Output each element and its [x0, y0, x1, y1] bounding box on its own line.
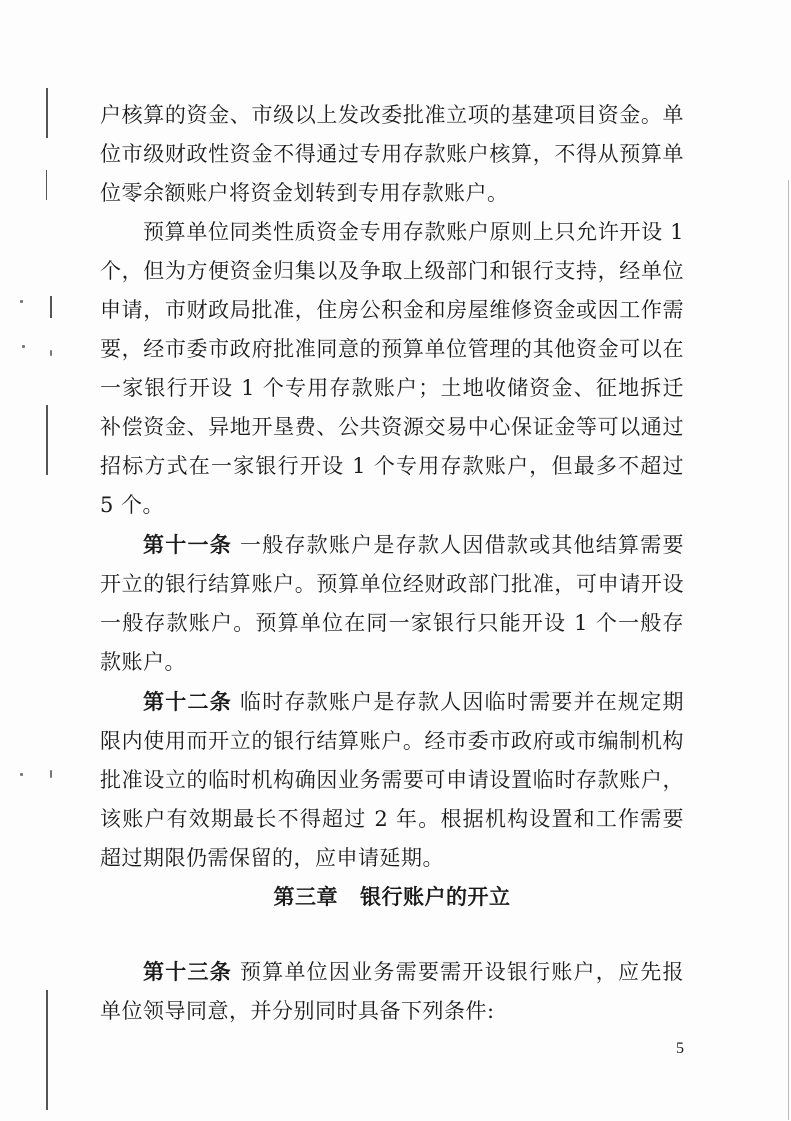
page-number: 5 — [676, 1040, 684, 1057]
chapter-number: 第三章 — [273, 885, 338, 909]
scan-speck — [50, 350, 52, 356]
article-13 — [100, 952, 684, 1031]
scan-edge — [788, 180, 789, 1120]
binding-mark — [50, 296, 52, 318]
paragraph: 户核算的资金、市级以上发改委批准立项的基建项目资金。单位市级财政性资金不得通过专用存款账户核算，不得从预算单位零余额账户将资金划转到专用存款账户。 — [100, 103, 684, 205]
article-text: 临时存款账户是存款人因临时需要并在规定期限内使用而开立的银行结算账户。经市委市政府或市编制机构批准设立的临时机构确因业务需要可申请设置临时存款账户，该账户有效期最长不得超过 2 年。根据机构设置和工作需要超过期限仍需保留的，应申请延期。 — [100, 690, 685, 870]
article-text: 一般存款账户是存款人因借款或其他结算需要开立的银行结算账户。预算单位经财政部门批准，可申请开设一般存款账户。预算单位在同一家银行只能开设 1 个一般存款账户。 — [100, 533, 685, 674]
paragraph: 预算单位同类性质资金专用存款账户原则上只允许开设 1 个，但为方便资金归集以及争取上级部门和银行支持，经单位申请，市财政局批准，住房公积金和房屋维修资金或因工作需要，经市委市政府批准同意的预算单位管理的其他资金可以在一家银行开设 1 个专用存款账户；土地收储资金、征地拆迁补偿资金、异地开垦费、公共资源交易中心保证金等可以通过招标方式在一家银行开设 1 个专用存款账户，但最多不超过 5 个。 — [100, 220, 684, 517]
scan-speck — [22, 345, 25, 348]
article-12 — [100, 682, 684, 878]
binding-mark — [46, 990, 48, 1110]
binding-mark — [46, 88, 48, 138]
scan-speck — [20, 773, 23, 776]
article-label: 第十一条 — [143, 532, 232, 557]
scan-speck — [50, 770, 52, 778]
binding-mark — [46, 405, 48, 475]
article-label: 第十三条 — [143, 959, 232, 984]
scan-speck — [20, 300, 23, 303]
body-text — [100, 952, 684, 1031]
article-text: 预算单位因业务需要需开设银行账户，应先报单位领导同意，并分别同时具备下列条件: — [100, 960, 685, 1023]
article-label: 第十二条 — [143, 689, 232, 714]
body-text — [100, 96, 684, 878]
binding-mark — [46, 170, 47, 200]
article-11 — [100, 525, 684, 682]
chapter-title: 银行账户的开立 — [360, 885, 511, 909]
chapter-heading — [100, 878, 684, 917]
